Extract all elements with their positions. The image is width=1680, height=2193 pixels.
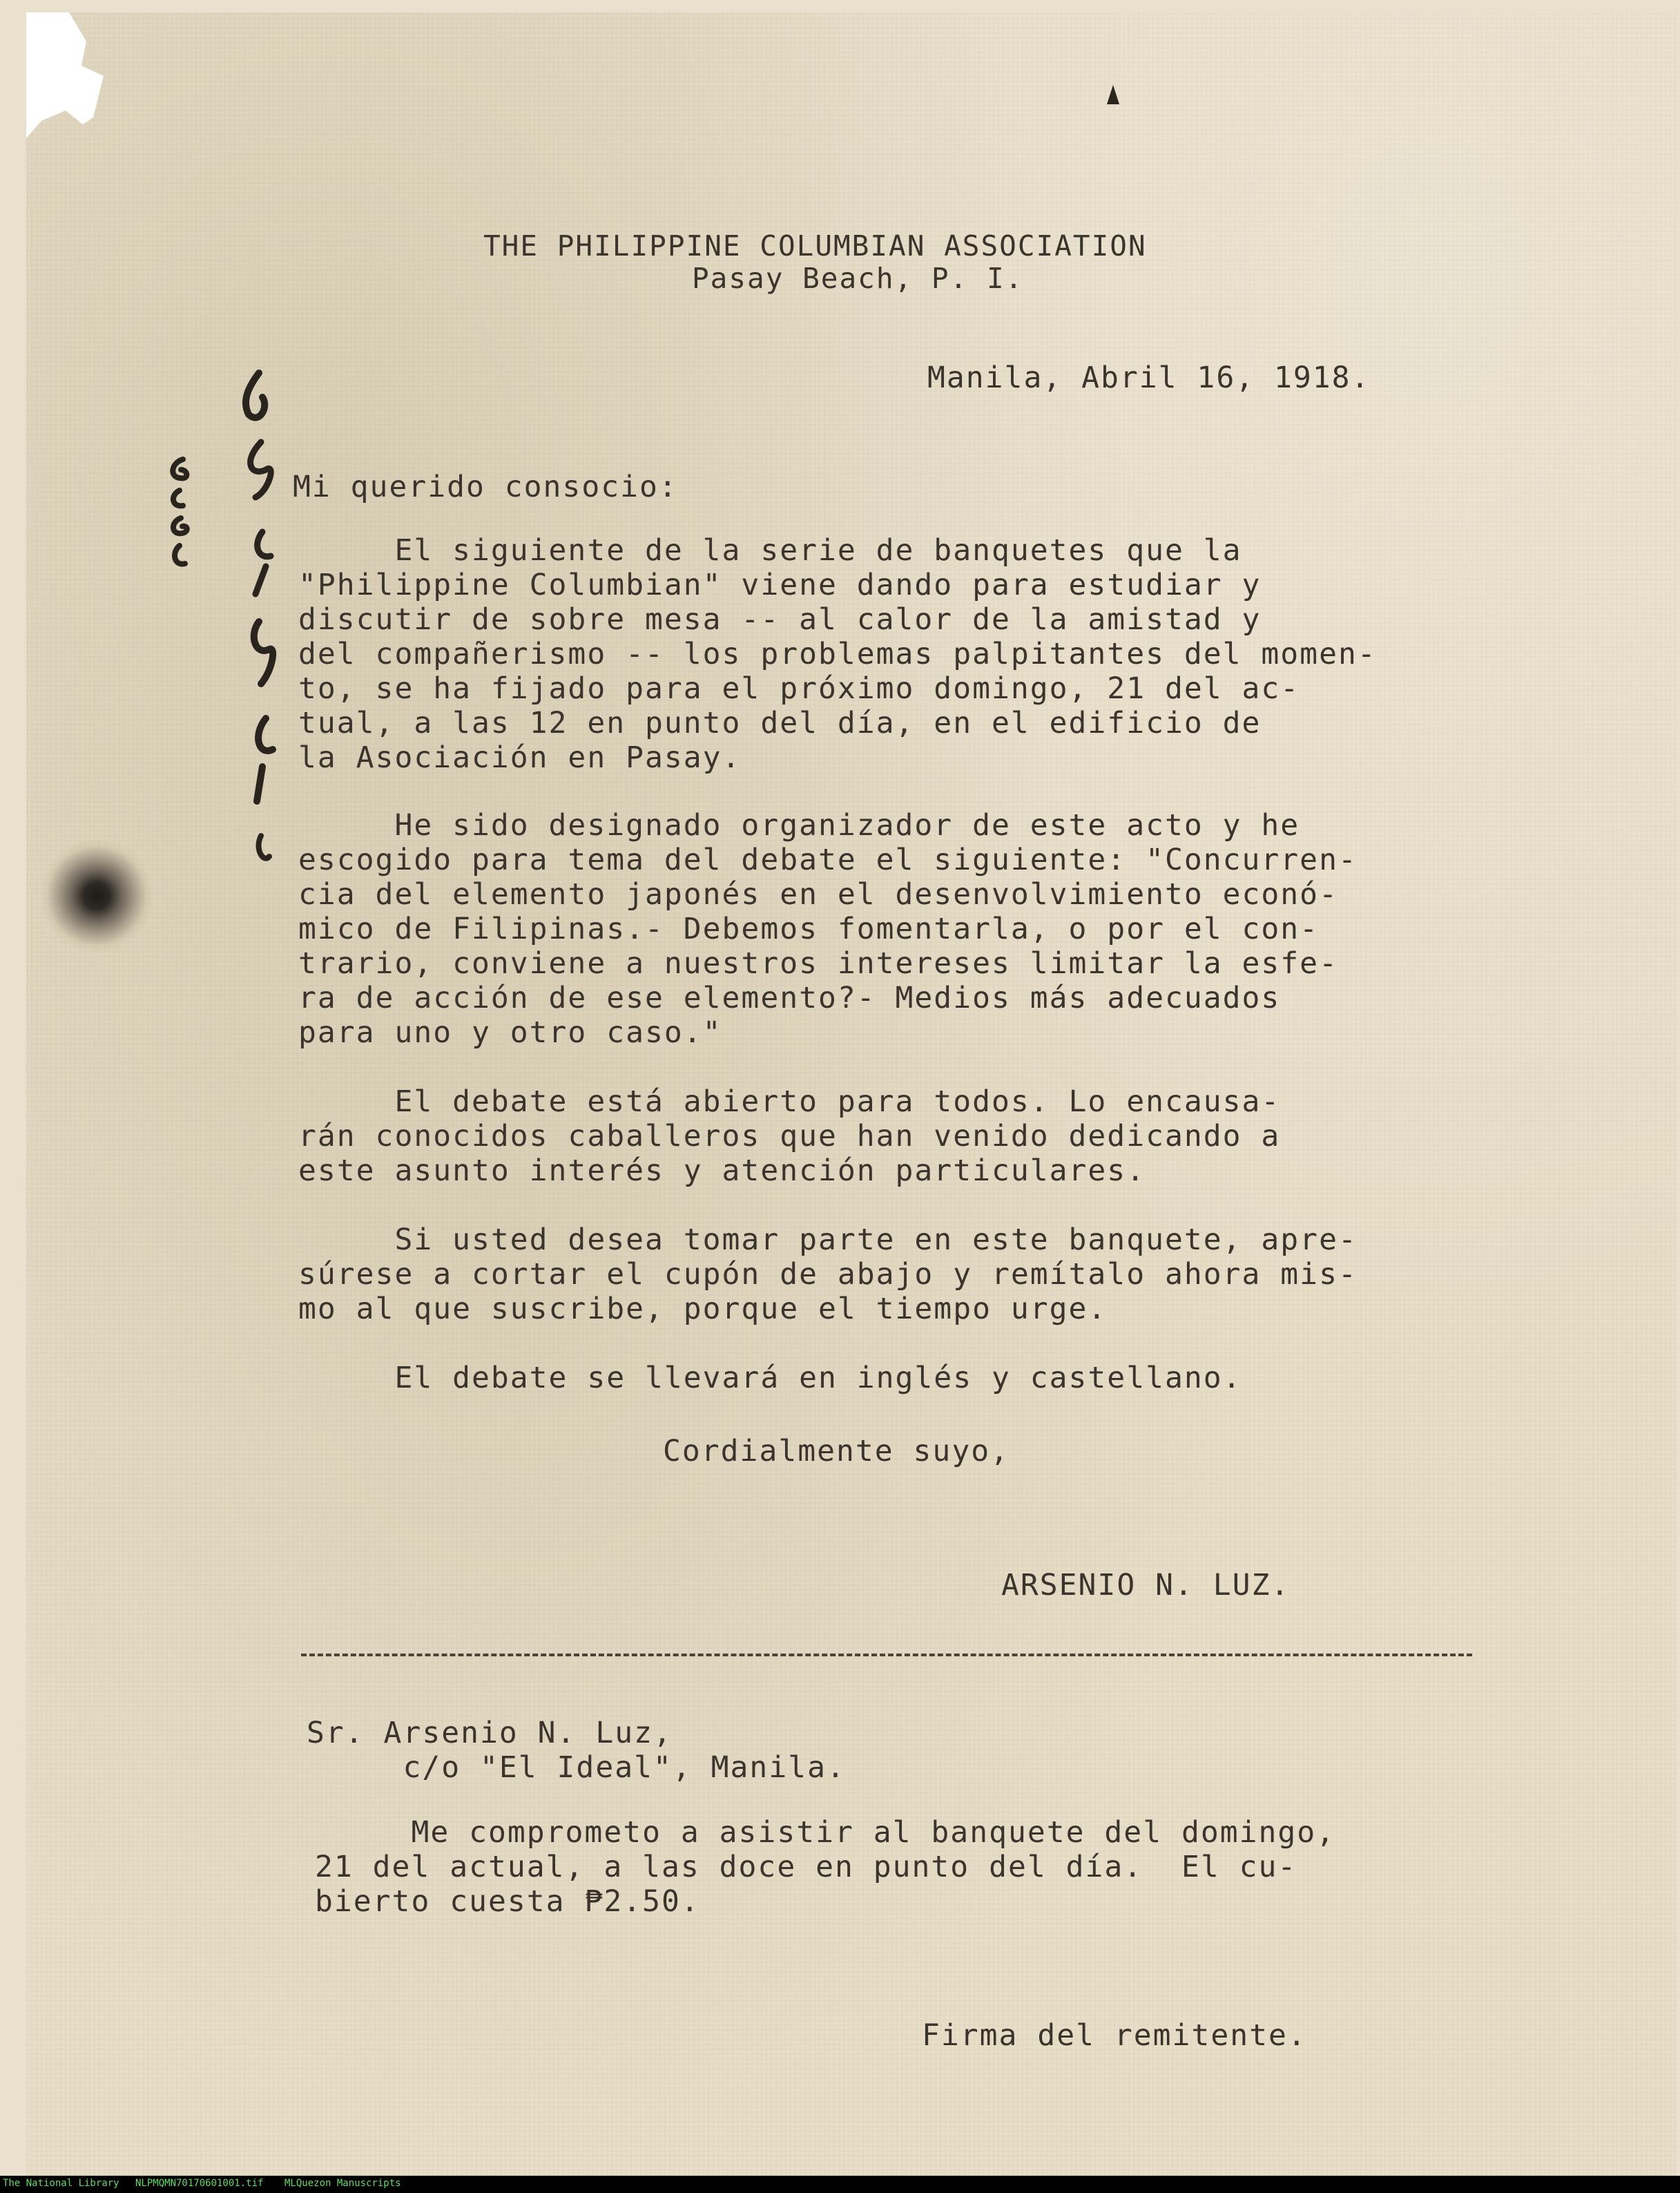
- punch-hole: [41, 837, 152, 955]
- paragraph-line: para uno y otro caso.": [298, 1015, 722, 1050]
- torn-corner-graphic: [0, 0, 207, 180]
- footer-collection: MLQuezon Manuscripts: [284, 2178, 401, 2189]
- paragraph-line: mico de Filipinas.- Debemos fomentarla, o por el con-: [298, 912, 1320, 946]
- footer-filename: NLPMQMN70170601001.tif: [135, 2178, 264, 2189]
- paragraph-line: súrese a cortar el cupón de abajo y remítalo ahora mis-: [298, 1257, 1358, 1292]
- coupon-line: Me comprometo a asistir al banquete del domingo,: [315, 1815, 1336, 1850]
- paragraph-line: Si usted desea tomar parte en este banquete, apre-: [298, 1223, 1358, 1257]
- handwritten-marginal-note: [138, 359, 304, 898]
- date-line: Manila, Abril 16, 1918.: [927, 361, 1371, 395]
- coupon-line: bierto cuesta ₱2.50.: [315, 1884, 700, 1919]
- coupon-recipient-address: c/o "El Ideal", Manila.: [307, 1750, 846, 1785]
- paragraph-line: tual, a las 12 en punto del día, en el edificio de: [298, 706, 1262, 740]
- paragraph-line: escogido para tema del debate el siguiente: "Concurren-: [298, 843, 1358, 877]
- signature-name: ARSENIO N. LUZ.: [1001, 1568, 1291, 1602]
- salutation: Mi querido consocio:: [293, 470, 678, 504]
- paragraph-line: cia del elemento japonés en el desenvolvimiento econó-: [298, 877, 1338, 912]
- coupon-cut-line: [301, 1654, 1472, 1656]
- letterhead-address: Pasay Beach, P. I.: [692, 262, 1024, 295]
- paragraph-line: del compañerismo -- los problemas palpitantes del momen-: [298, 637, 1377, 671]
- paragraph-line: trario, conviene a nuestros intereses limitar la esfe-: [298, 946, 1338, 981]
- paragraph-line: rán conocidos caballeros que han venido dedicando a: [298, 1119, 1281, 1153]
- paragraph-line: la Asociación en Pasay.: [298, 740, 742, 775]
- letterhead-organization: THE PHILIPPINE COLUMBIAN ASSOCIATION: [483, 229, 1147, 262]
- paragraph-line: "Philippine Columbian" viene dando para estudiar y: [298, 568, 1262, 602]
- paragraph-line: El debate está abierto para todos. Lo encausa-: [298, 1084, 1281, 1119]
- paragraph-line: ra de acción de ese elemento?- Medios más adecuados: [298, 981, 1281, 1015]
- coupon-line: 21 del actual, a las doce en punto del día. El cu-: [315, 1850, 1297, 1884]
- paragraph-line: El debate se llevará en inglés y castellano.: [298, 1361, 1242, 1395]
- paragraph-line: este asunto interés y atención particulares.: [298, 1153, 1146, 1188]
- footer-institution: The National Library: [3, 2178, 119, 2189]
- paragraph-line: discutir de sobre mesa -- al calor de la amistad y: [298, 602, 1262, 637]
- paragraph-line: to, se ha fijado para el próximo domingo, 21 del ac-: [298, 671, 1300, 706]
- paragraph-line: He sido designado organizador de este acto y he: [298, 808, 1300, 843]
- pin-mark: [1107, 85, 1119, 104]
- paragraph-line: El siguiente de la serie de banquetes que la: [298, 533, 1242, 568]
- sender-signature-label: Firma del remitente.: [922, 2018, 1307, 2053]
- paragraph-line: mo al que suscribe, porque el tiempo urge.: [298, 1292, 1108, 1326]
- closing: Cordialmente suyo,: [663, 1434, 1010, 1468]
- coupon-recipient-name: Sr. Arsenio N. Luz,: [307, 1716, 673, 1750]
